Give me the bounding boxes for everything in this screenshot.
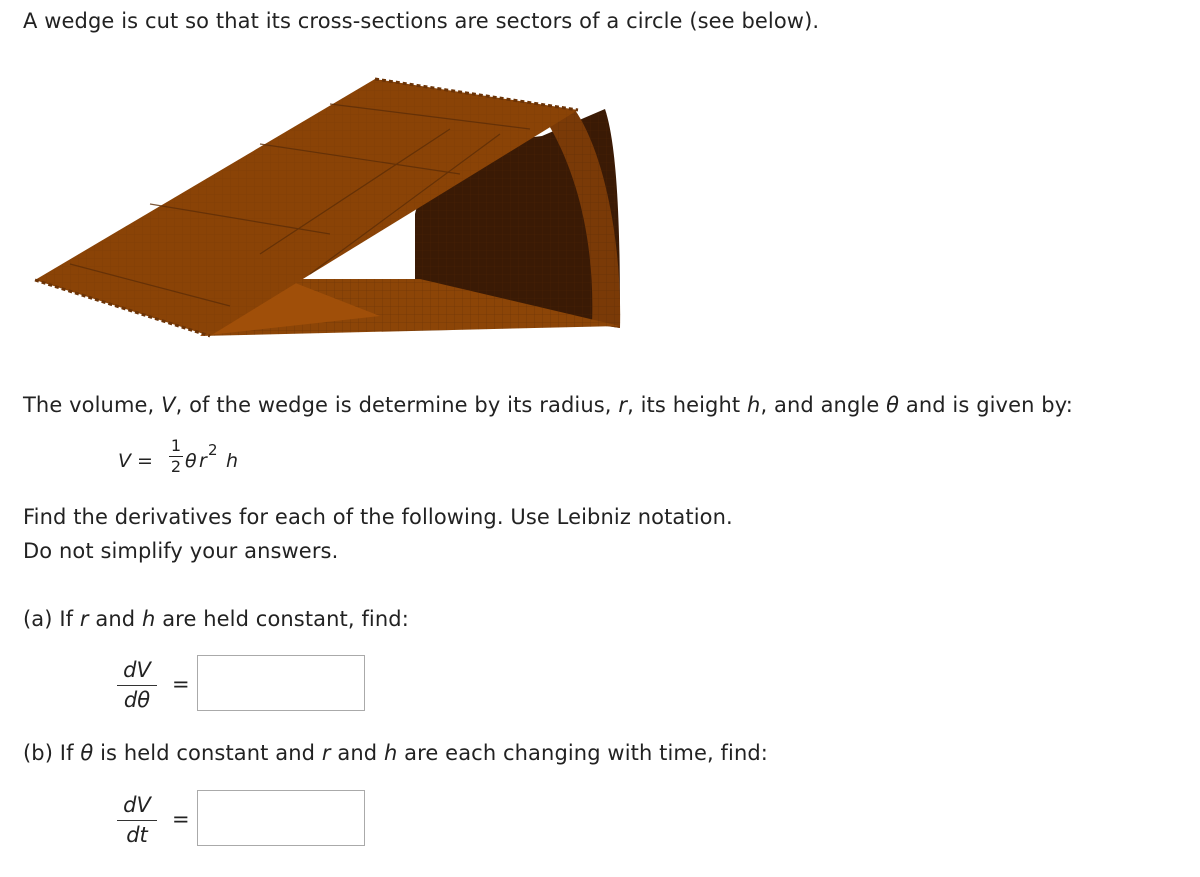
part-b-numerator: dV [123,793,151,817]
part-b-denominator: dt [126,823,148,847]
part-a-var-h: h [142,607,156,631]
volume-var-h: h [747,393,761,417]
part-b-var-h: h [383,741,398,765]
volume-text-1: The volume, [23,393,162,417]
part-b-text-3: and [330,741,384,765]
part-b-text-1: (b) If [23,741,81,765]
volume-text-5: and is given by: [899,393,1073,417]
instruction-line-1: Find the derivatives for each of the following. Use Leibniz notation. [23,505,733,529]
part-a-numerator: dV [123,658,151,682]
volume-text-4: , and angle [760,393,887,417]
part-b-var-r: r [321,741,331,765]
volume-var-v: V [161,393,176,417]
formula-exponent: 2 [208,441,218,459]
part-b-text-4: are each changing with time, find: [397,741,768,765]
part-b-equals: = [172,807,190,831]
part-a-var-r: r [79,607,89,631]
volume-description [23,393,1073,417]
part-a-fraction-bar [117,685,157,686]
formula-lhs: V = [118,450,153,472]
formula-frac-den: 2 [170,457,182,476]
part-b-var-theta: θ [80,741,94,765]
volume-var-r: r [618,393,628,417]
part-a-denominator: dθ [123,688,151,712]
volume-text-3: , its height [627,393,748,417]
formula-h: h [226,450,239,472]
intro-text: A wedge is cut so that its cross-sections are sectors of a circle (see below). [23,9,820,33]
part-a-equals: = [172,672,190,696]
formula-fraction [169,437,183,476]
part-a-text-2: and [88,607,142,631]
formula-frac-num: 1 [170,436,182,455]
part-b-text-2: is held constant and [93,741,322,765]
volume-text-2: , of the wedge is determine by its radius, [175,393,619,417]
part-b-answer-input[interactable] [197,790,365,846]
part-a-answer-input[interactable] [197,655,365,711]
instruction-line-2: Do not simplify your answers. [23,539,339,563]
part-b-prompt [23,741,768,765]
part-b-fraction-bar [117,820,157,821]
formula-r: r [199,450,207,472]
part-a-text-1: (a) If [23,607,80,631]
part-a-prompt [23,607,409,631]
volume-var-theta: θ [886,393,900,417]
part-a-text-3: are held constant, find: [155,607,409,631]
wedge-figure [30,74,630,344]
formula-theta: θ [185,450,197,472]
